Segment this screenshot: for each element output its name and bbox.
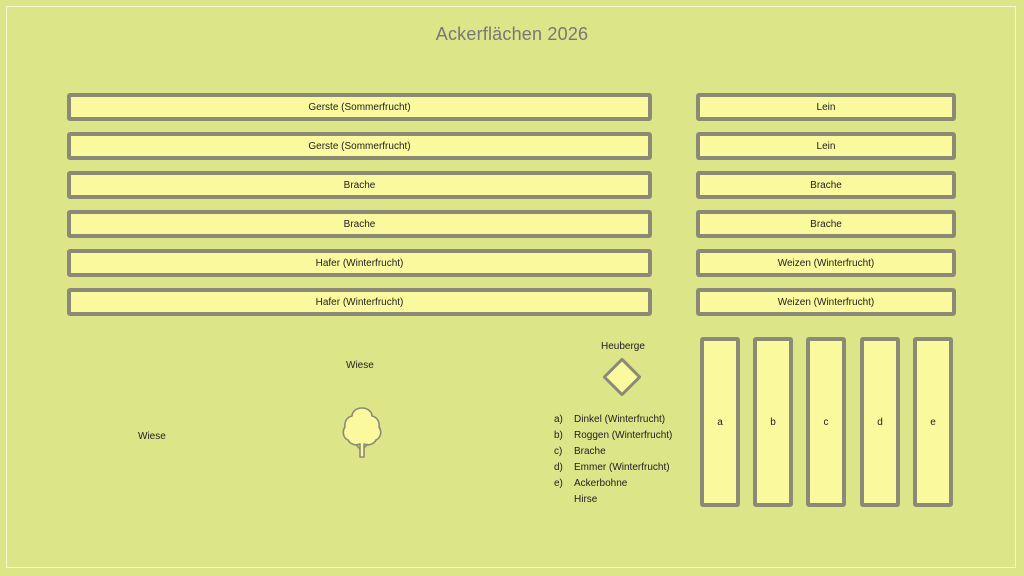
field-right-1: Lein (696, 93, 956, 121)
field-left-4: Brache (67, 210, 652, 238)
small-plot-a: a (700, 337, 740, 507)
legend-item (554, 476, 672, 492)
legend-key: b) (554, 430, 563, 441)
legend-text: Roggen (Winterfrucht) (574, 430, 673, 441)
small-plot-d: d (860, 337, 900, 507)
field-left-3: Brache (67, 171, 652, 199)
legend-item (554, 444, 672, 460)
legend-key: e) (554, 478, 563, 489)
field-right-6: Weizen (Winterfrucht) (696, 288, 956, 316)
legend (554, 412, 672, 508)
heuberge-label: Heuberge (601, 341, 645, 352)
tree-icon (340, 405, 384, 459)
field-left-2: Gerste (Sommerfrucht) (67, 132, 652, 160)
legend-text: Hirse (574, 494, 598, 505)
legend-key: d) (554, 462, 563, 473)
legend-text: Ackerbohne (574, 478, 628, 489)
field-right-4: Brache (696, 210, 956, 238)
legend-key (554, 492, 574, 508)
legend-item (554, 492, 672, 508)
legend-text: Emmer (Winterfrucht) (574, 462, 670, 473)
legend-item (554, 412, 672, 428)
legend-text: Dinkel (Winterfrucht) (574, 414, 666, 425)
field-right-3: Brache (696, 171, 956, 199)
small-plot-b: b (753, 337, 793, 507)
legend-item (554, 428, 672, 444)
field-right-5: Weizen (Winterfrucht) (696, 249, 956, 277)
field-left-5: Hafer (Winterfrucht) (67, 249, 652, 277)
meadow-label-left: Wiese (138, 431, 166, 442)
legend-item (554, 460, 672, 476)
legend-key: c) (554, 446, 563, 457)
small-plot-e: e (913, 337, 953, 507)
page-title: Ackerflächen 2026 (435, 24, 589, 44)
small-plot-c: c (806, 337, 846, 507)
meadow-label-top: Wiese (346, 360, 374, 371)
legend-text: Brache (574, 446, 606, 457)
field-right-2: Lein (696, 132, 956, 160)
field-left-6: Hafer (Winterfrucht) (67, 288, 652, 316)
legend-key: a) (554, 414, 563, 425)
field-left-1: Gerste (Sommerfrucht) (67, 93, 652, 121)
